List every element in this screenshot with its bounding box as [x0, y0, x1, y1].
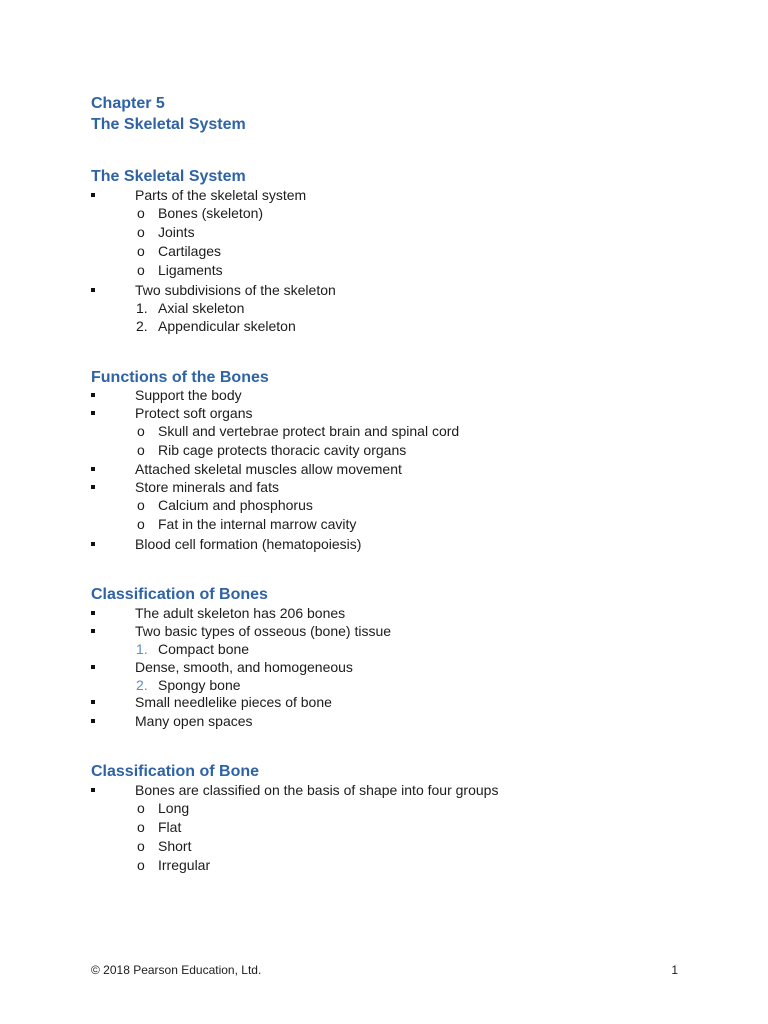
list-item: Store minerals and fats: [135, 479, 279, 495]
list-item: Two basic types of osseous (bone) tissue: [135, 623, 392, 639]
bullet-square: [91, 665, 95, 669]
list-item: Small needlelike pieces of bone: [135, 694, 332, 710]
number-marker: 1.: [136, 300, 148, 316]
circle-marker: o: [137, 224, 145, 240]
number-marker: 2.: [136, 677, 148, 693]
circle-marker: o: [137, 516, 145, 532]
list-item: Ligaments: [158, 262, 223, 278]
circle-marker: o: [137, 800, 145, 816]
list-item: Fat in the internal marrow cavity: [158, 516, 357, 532]
section-heading-functions: Functions of the Bones: [91, 369, 269, 386]
list-item: Flat: [158, 819, 182, 835]
list-item: Two subdivisions of the skeleton: [135, 282, 336, 298]
list-item: The adult skeleton has 206 bones: [135, 605, 346, 621]
chapter-title: The Skeletal System: [91, 116, 246, 133]
bullet-square: [91, 393, 95, 397]
chapter-label: Chapter 5: [91, 95, 165, 112]
circle-marker: o: [137, 442, 145, 458]
section-heading-classification-shape: Classification of Bone: [91, 763, 260, 780]
list-item: Parts of the skeletal system: [135, 187, 307, 203]
list-item: Support the body: [135, 387, 242, 403]
list-item: Cartilages: [158, 243, 222, 259]
number-marker: 2.: [136, 318, 148, 334]
list-item: Bones (skeleton): [158, 205, 264, 221]
section-heading-skeletal-system: The Skeletal System: [91, 168, 246, 185]
bullet-square: [91, 411, 95, 415]
bullet-square: [91, 467, 95, 471]
circle-marker: o: [137, 205, 145, 221]
bullet-square: [91, 542, 95, 546]
circle-marker: o: [137, 423, 145, 439]
bullet-square: [91, 485, 95, 489]
circle-marker: o: [137, 497, 145, 513]
list-item: Short: [158, 838, 192, 854]
bullet-square: [91, 288, 95, 292]
bullet-square: [91, 719, 95, 723]
circle-marker: o: [137, 262, 145, 278]
list-item: Appendicular skeleton: [158, 318, 296, 334]
page-number: 1: [671, 963, 678, 977]
list-item: Protect soft organs: [135, 405, 253, 421]
bullet-square: [91, 611, 95, 615]
list-item: Dense, smooth, and homogeneous: [135, 659, 353, 675]
list-item: Irregular: [158, 857, 211, 873]
circle-marker: o: [137, 857, 145, 873]
bullet-square: [91, 788, 95, 792]
footer-copyright: © 2018 Pearson Education, Ltd.: [91, 963, 262, 977]
list-item: Spongy bone: [158, 677, 241, 693]
circle-marker: o: [137, 838, 145, 854]
list-item: Joints: [158, 224, 195, 240]
list-item: Rib cage protects thoracic cavity organs: [158, 442, 407, 458]
bullet-square: [91, 193, 95, 197]
list-item: Attached skeletal muscles allow movement: [135, 461, 402, 477]
circle-marker: o: [137, 819, 145, 835]
bullet-square: [91, 629, 95, 633]
list-item: Blood cell formation (hematopoiesis): [135, 536, 362, 552]
list-item: Skull and vertebrae protect brain and spinal cord: [158, 423, 460, 439]
list-item: Calcium and phosphorus: [158, 497, 313, 513]
list-item: Many open spaces: [135, 713, 253, 729]
list-item: Compact bone: [158, 641, 250, 657]
bullet-square: [91, 700, 95, 704]
list-item: Axial skeleton: [158, 300, 245, 316]
circle-marker: o: [137, 243, 145, 259]
list-item: Long: [158, 800, 190, 816]
number-marker: 1.: [136, 641, 148, 657]
list-item: Bones are classified on the basis of shape into four groups: [135, 782, 499, 798]
section-heading-classification: Classification of Bones: [91, 586, 268, 603]
